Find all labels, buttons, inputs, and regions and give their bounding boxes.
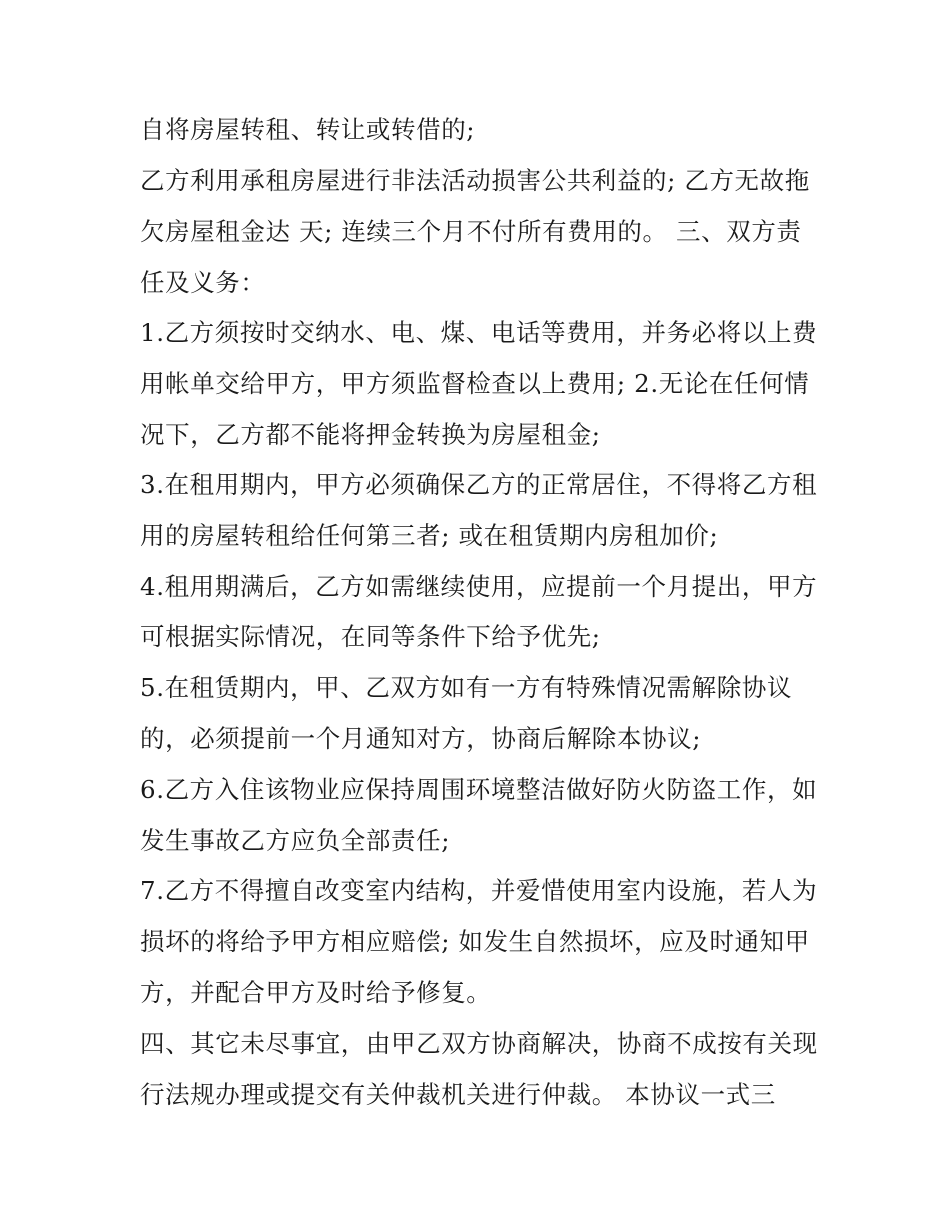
text-line: 4.租用期满后，乙方如需继续使用，应提前一个月提出，甲方 bbox=[140, 572, 818, 601]
text-line: 的，必须提前一个月通知对方，协商后解除本协议; bbox=[140, 724, 702, 753]
text-line: 7.乙方不得擅自改变室内结构，并爱惜使用室内设施，若人为 bbox=[140, 876, 818, 905]
text-line: 用帐单交给甲方，甲方须监督检查以上费用; 2.无论在任何情 bbox=[140, 369, 810, 398]
text-line: 6.乙方入住该物业应保持周围环境整洁做好防火防盗工作，如 bbox=[140, 775, 818, 804]
text-line: 用的房屋转租给任何第三者; 或在租赁期内房租加价; bbox=[140, 521, 719, 550]
text-line: 任及义务： bbox=[140, 268, 266, 297]
text-line: 行法规办理或提交有关仲裁机关进行仲裁。 本协议一式三 bbox=[140, 1080, 776, 1109]
text-line: 方，并配合甲方及时给予修复。 bbox=[140, 978, 492, 1007]
text-line: 发生事故乙方应负全部责任; bbox=[140, 826, 451, 855]
text-line: 可根据实际情况，在同等条件下给予优先; bbox=[140, 622, 601, 651]
text-line: 况下，乙方都不能将押金转换为房屋租金; bbox=[140, 420, 601, 449]
text-line: 乙方利用承租房屋进行非法活动损害公共利益的; 乙方无故拖 bbox=[140, 166, 810, 195]
text-line: 5.在租赁期内，甲、乙双方如有一方有特殊情况需解除协议 bbox=[140, 673, 793, 702]
text-line: 自将房屋转租、转让或转借的; bbox=[140, 115, 476, 144]
text-line: 四、其它未尽事宜，由甲乙双方协商解决，协商不成按有关现 bbox=[140, 1029, 818, 1058]
text-line: 损坏的将给予甲方相应赔偿; 如发生自然损坏，应及时通知甲 bbox=[140, 927, 810, 956]
text-line: 1.乙方须按时交纳水、电、煤、电话等费用，并务必将以上费 bbox=[140, 318, 818, 347]
text-line: 欠房屋租金达 天; 连续三个月不付所有费用的。 三、双方责 bbox=[140, 217, 802, 246]
text-line: 3.在租用期内，甲方必须确保乙方的正常居住，不得将乙方租 bbox=[140, 470, 818, 499]
